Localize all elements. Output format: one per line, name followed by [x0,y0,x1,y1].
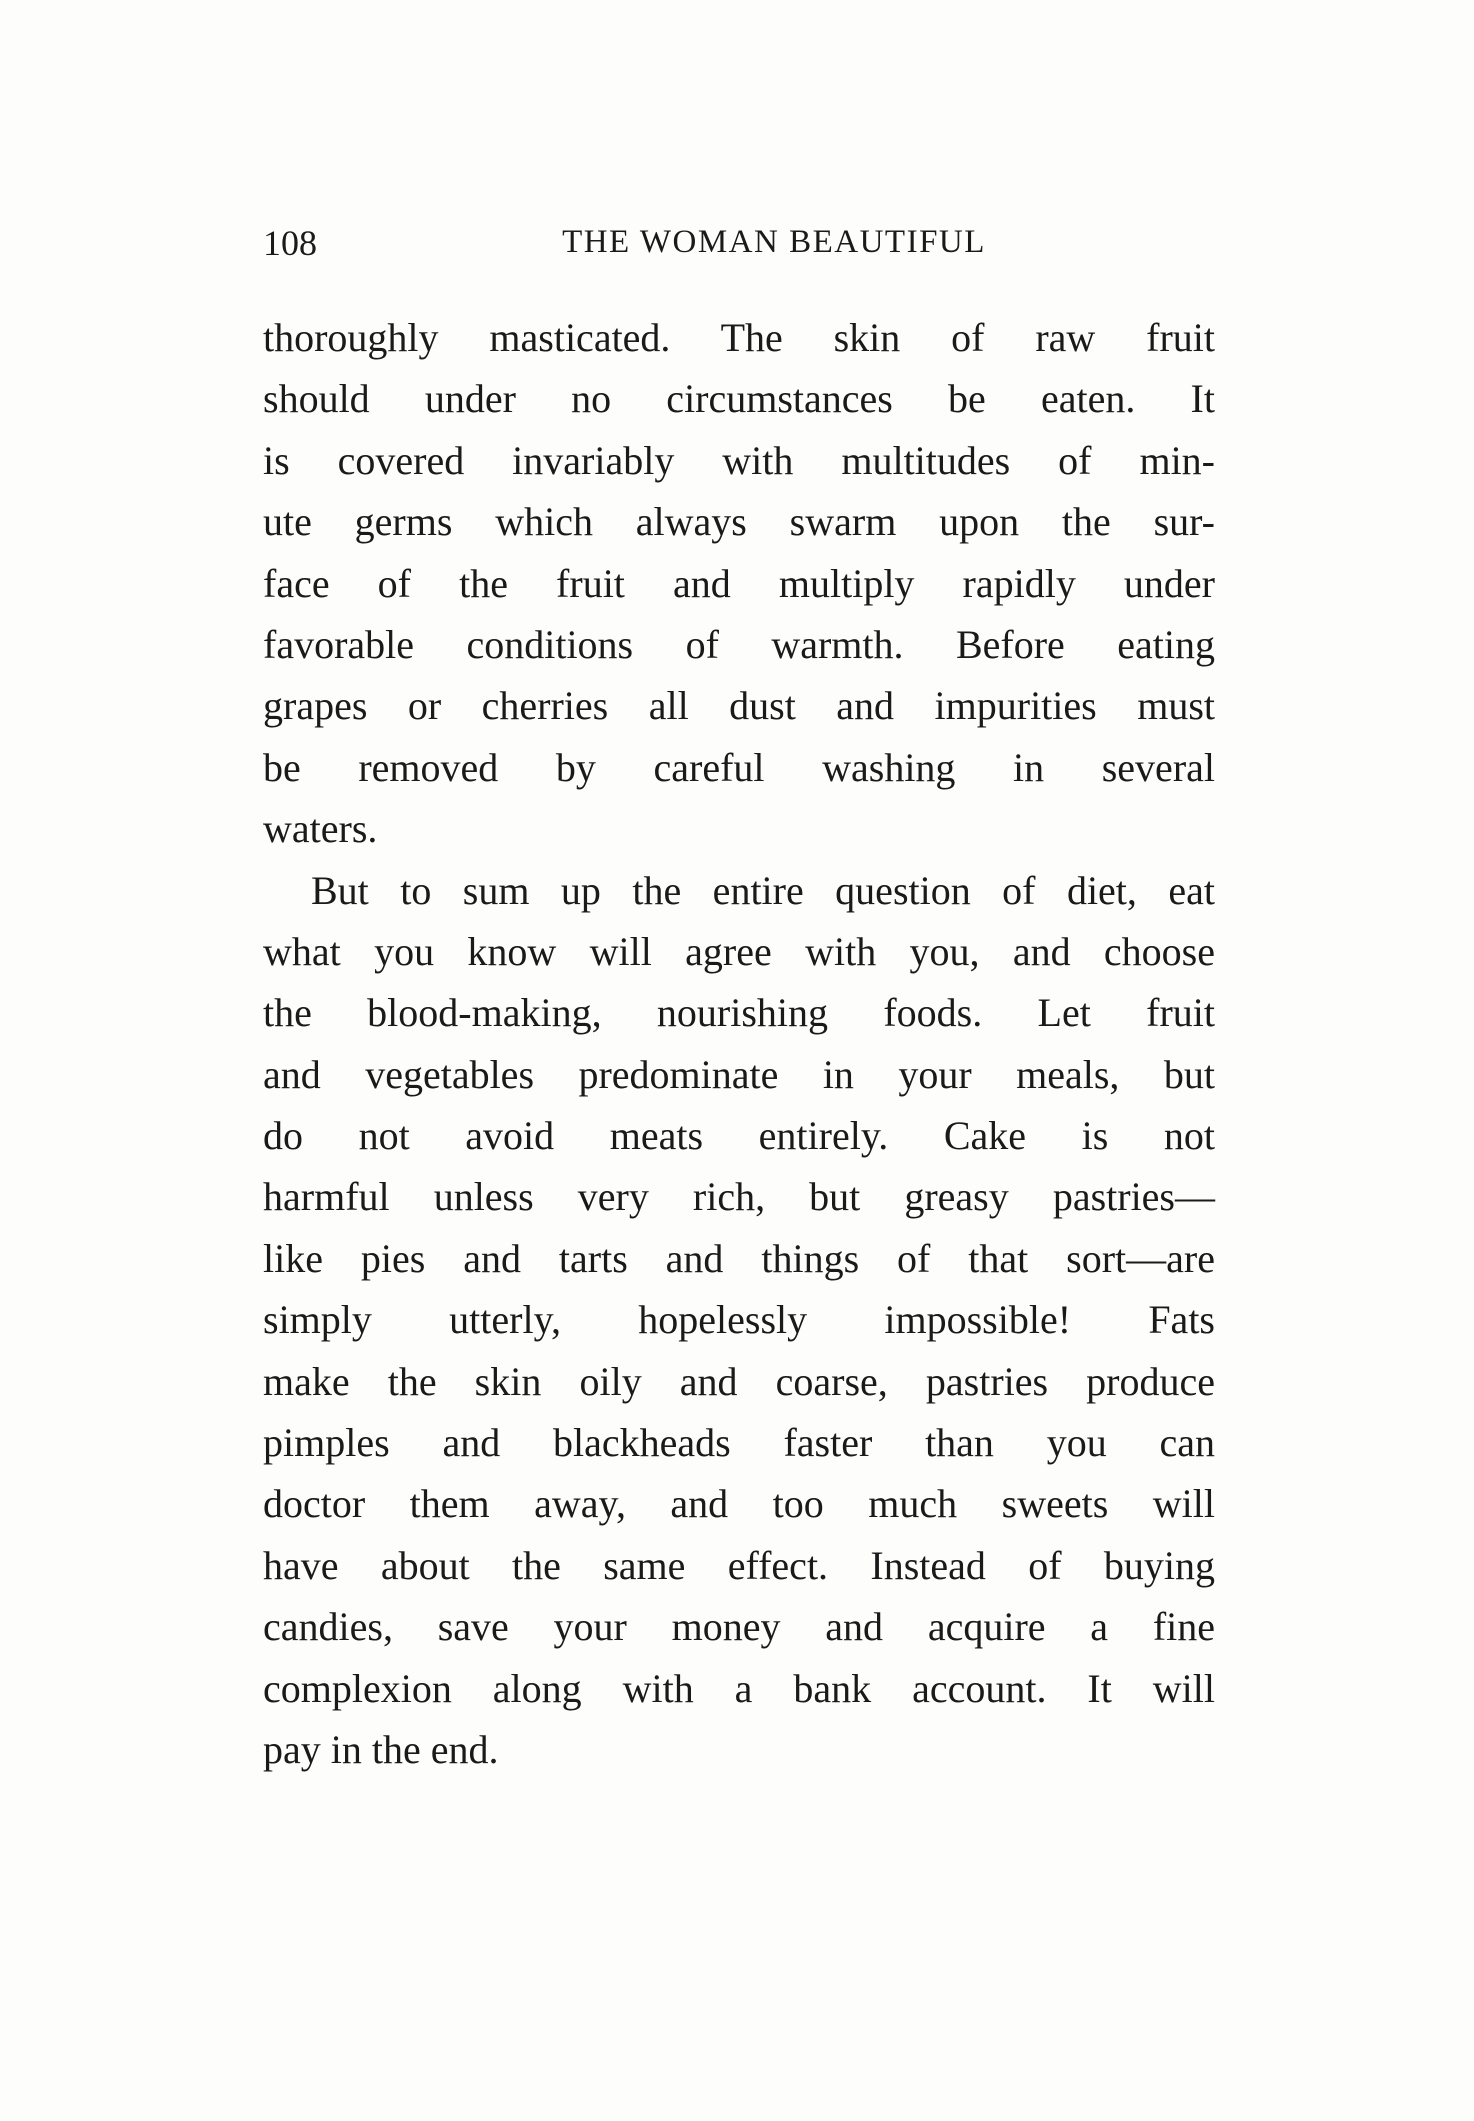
text-line: But to sum up the entire question of diet, eat [311,867,1215,913]
text-line: do not avoid meats entirely. Cake is not [263,1113,1215,1159]
text-line: and vegetables predominate in your meals, but [263,1051,1215,1097]
text-line: pay in the end. [263,1726,499,1772]
page-number: 108 [263,223,317,263]
paragraph [263,860,1215,1781]
body-text [263,307,1215,1780]
page-header [263,222,1215,272]
text-line: be removed by careful washing in several [263,744,1215,790]
text-line: simply utterly, hopelessly impossible! Fats [263,1297,1215,1343]
text-line: candies, save your money and acquire a fine [263,1604,1215,1650]
text-line: face of the fruit and multiply rapidly under [263,560,1215,606]
text-line: doctor them away, and too much sweets will [263,1481,1215,1527]
text-line: harmful unless very rich, but greasy pastries— [263,1174,1215,1220]
paragraph [263,307,1215,860]
text-line: pimples and blackheads faster than you can [263,1420,1215,1466]
text-line: thoroughly masticated. The skin of raw fruit [263,315,1215,360]
text-line: favorable conditions of warmth. Before eating [263,621,1215,667]
text-line: the blood-making, nourishing foods. Let fruit [263,990,1215,1036]
text-line: like pies and tarts and things of that sort—are [263,1235,1215,1281]
text-line: have about the same effect. Instead of buying [263,1542,1215,1588]
text-line: waters. [263,806,378,852]
text-line: complexion along with a bank account. It will [263,1665,1215,1711]
text-line: is covered invariably with multitudes of min- [263,437,1215,483]
text-line: make the skin oily and coarse, pastries produce [263,1358,1215,1404]
text-line: ute germs which always swarm upon the sur- [263,499,1215,545]
running-title: THE WOMAN BEAUTIFUL [562,224,986,260]
text-line: grapes or cherries all dust and impurities must [263,683,1215,729]
text-line: what you know will agree with you, and choose [263,928,1215,974]
text-line: should under no circumstances be eaten. It [263,376,1215,422]
